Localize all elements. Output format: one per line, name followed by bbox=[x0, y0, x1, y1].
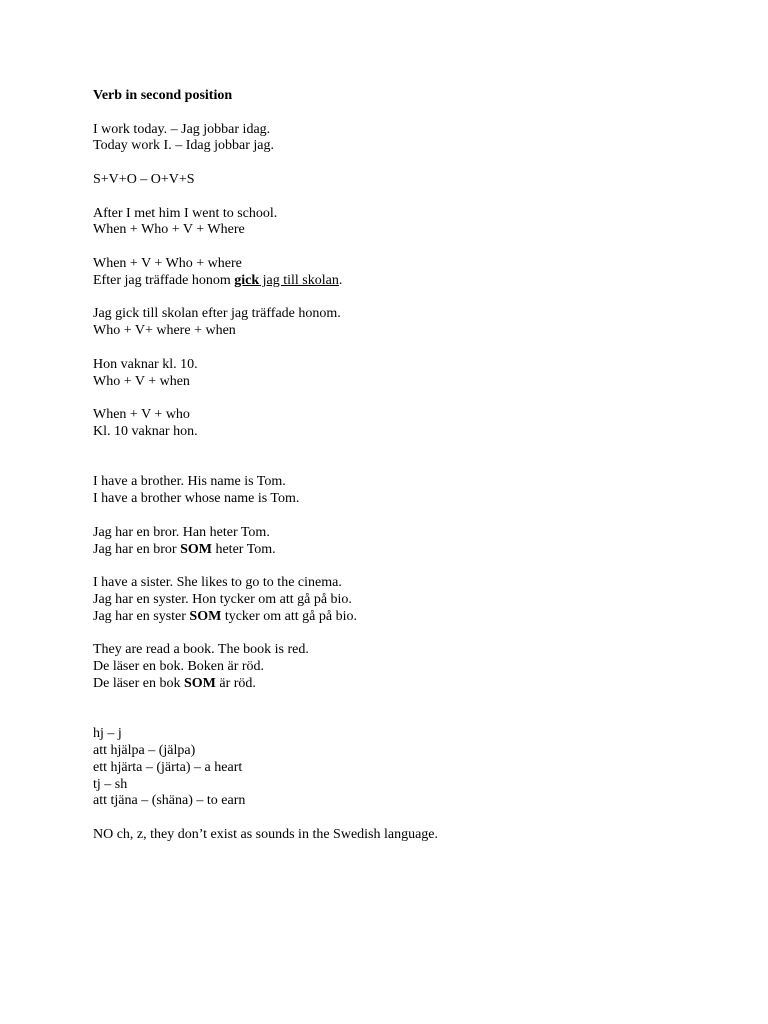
pronunciation-line: att hjälpa – (jälpa) bbox=[93, 743, 196, 759]
example-line: After I met him I went to school. bbox=[93, 205, 278, 221]
pattern-line: When + V + Who + where bbox=[93, 255, 242, 271]
example-line: Jag har en bror. Han heter Tom. bbox=[93, 524, 270, 540]
text-segment: Jag har en syster bbox=[93, 608, 190, 624]
example-line: De läser en bok. Boken är röd. bbox=[93, 659, 265, 675]
pattern-line: Who + V + when bbox=[93, 373, 190, 389]
text-segment: Efter jag träffade honom bbox=[93, 272, 235, 288]
bold-som: SOM bbox=[189, 608, 222, 624]
bold-som: SOM bbox=[183, 675, 216, 691]
page-title: Verb in second position bbox=[93, 88, 233, 103]
text-segment: jag till skolan bbox=[259, 272, 339, 288]
example-line: I have a brother. His name is Tom. bbox=[93, 474, 286, 490]
example-line: Hon vaknar kl. 10. bbox=[93, 356, 198, 372]
example-line-emphasis bbox=[93, 273, 733, 290]
note-line: NO ch, z, they don’t exist as sounds in the Swedish language. bbox=[93, 827, 439, 843]
pronunciation-line: att tjäna – (shäna) – to earn bbox=[93, 793, 246, 809]
example-line: Jag gick till skolan efter jag träffade honom. bbox=[93, 306, 341, 322]
example-line: Today work I. – Idag jobbar jag. bbox=[93, 138, 274, 154]
underlined-segment bbox=[234, 273, 339, 288]
example-line-emphasis bbox=[93, 542, 733, 559]
pattern-line: Who + V+ where + when bbox=[93, 323, 236, 339]
pronunciation-line: tj – sh bbox=[93, 776, 128, 792]
example-line: I work today. – Jag jobbar idag. bbox=[93, 121, 271, 137]
example-line-emphasis bbox=[93, 676, 733, 693]
example-line-emphasis bbox=[93, 609, 733, 626]
example-line: Jag har en syster. Hon tycker om att gå på bio. bbox=[93, 591, 352, 607]
example-line: I have a brother whose name is Tom. bbox=[93, 491, 300, 507]
text-segment: De läser en bok bbox=[93, 675, 184, 691]
example-line: They are read a book. The book is red. bbox=[93, 642, 309, 658]
example-line: I have a sister. She likes to go to the cinema. bbox=[93, 575, 342, 591]
pronunciation-line: ett hjärta – (järta) – a heart bbox=[93, 759, 243, 775]
pattern-line: When + V + who bbox=[93, 407, 190, 423]
pronunciation-line: hj – j bbox=[93, 726, 122, 742]
text-segment: . bbox=[338, 272, 343, 288]
text-segment: heter Tom. bbox=[211, 541, 276, 557]
bold-verb: gick bbox=[234, 272, 260, 288]
bold-som: SOM bbox=[180, 541, 212, 557]
document-page bbox=[93, 88, 733, 844]
text-segment: tycker om att gå på bio. bbox=[221, 608, 357, 624]
text-segment: Jag har en bror bbox=[93, 541, 181, 557]
text-segment: är röd. bbox=[215, 675, 256, 691]
pattern-line: When + Who + V + Where bbox=[93, 222, 245, 238]
example-line: Kl. 10 vaknar hon. bbox=[93, 423, 198, 439]
formula-line: S+V+O – O+V+S bbox=[93, 171, 195, 187]
